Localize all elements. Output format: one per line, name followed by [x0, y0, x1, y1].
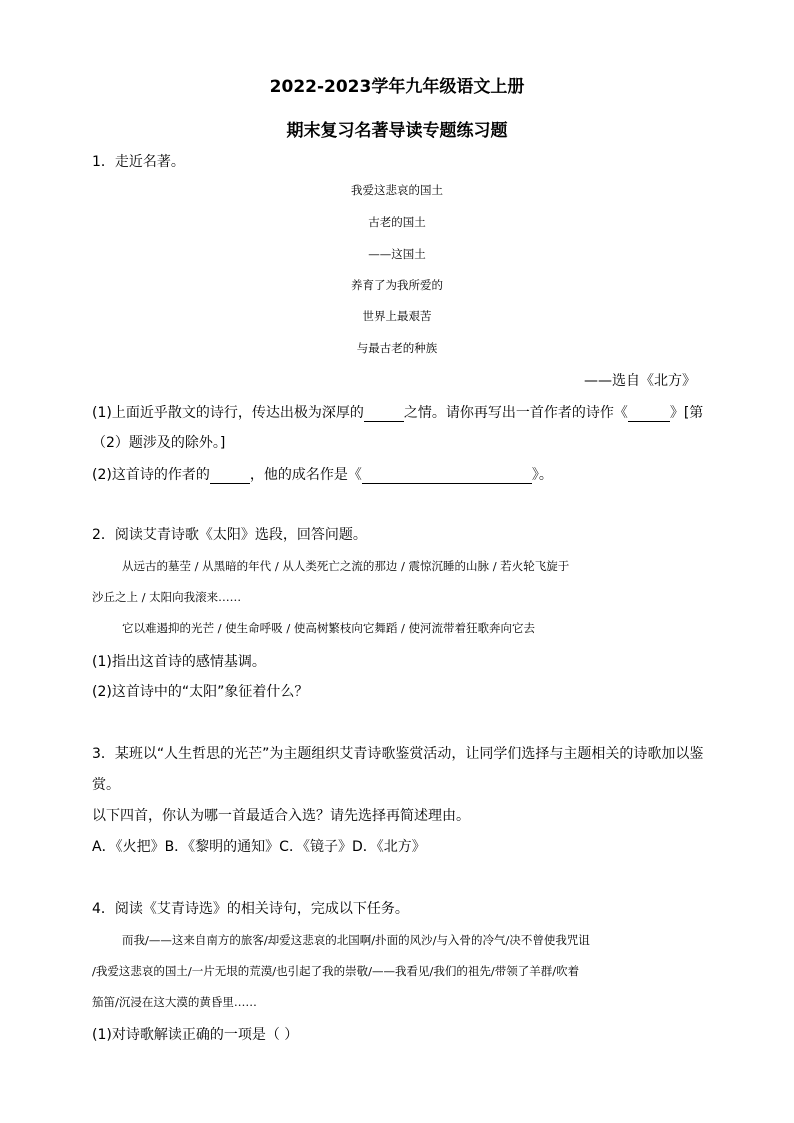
q2-heading: 2．阅读艾青诗歌《太阳》选段，回答问题。 — [92, 527, 367, 543]
q1-part2-text-a: (2)这首诗的作者的 — [92, 467, 210, 483]
q1-heading: 1．走近名著。 — [92, 154, 185, 170]
q2-poem-line: 它以难遏抑的光芒 / 使生命呼吸 / 使高树繁枝向它舞蹈 / 使河流带着狂歌奔向它去 — [122, 621, 536, 635]
q4-poem-line: 笳笛/沉浸在这大漠的黄昏里…… — [92, 995, 257, 1009]
q2-poem-line: 从远古的墓茔 / 从黑暗的年代 / 从人类死亡之流的那边 / 震惊沉睡的山脉 / 若火轮飞旋于 — [122, 559, 570, 573]
q2-part1: (1)指出这首诗的感情基调。 — [92, 654, 266, 670]
q1-blank-poem[interactable] — [628, 407, 670, 422]
q1-part1-text-b: 之情。请你再写出一首作者的诗作《 — [403, 405, 628, 421]
q1-part2-text-b: ，他的成名作是《 — [249, 467, 362, 483]
q1-part2 — [92, 464, 553, 484]
q4-poem-line: 而我/——这来自南方的旅客/却爱这悲哀的北国啊/扑面的风沙/与入骨的冷气/决不曾使我咒诅 — [122, 933, 590, 947]
q2-poem-line: 沙丘之上 / 太阳向我滚来…… — [92, 590, 242, 604]
q1-poem-source: ——选自《北方》 — [584, 373, 696, 389]
q3-options: A．《火把》B．《黎明的通知》C．《镜子》D．《北方》 — [92, 839, 426, 855]
q1-poem-line: 养育了为我所爱的 — [351, 278, 443, 292]
q3-heading: 3．某班以“人生哲思的光芒”为主题组织艾青诗歌鉴赏活动，让同学们选择与主题相关的诗歌加以鉴 — [92, 746, 704, 762]
q3-heading-cont: 赏。 — [92, 777, 120, 793]
q4-part1: (1)对诗歌解读正确的一项是（ ） — [92, 1027, 299, 1043]
q4-heading: 4．阅读《艾青诗选》的相关诗句，完成以下任务。 — [92, 901, 409, 917]
q1-poem-line: 古老的国土 — [368, 215, 426, 229]
q2-part2: (2)这首诗中的“太阳”象征着什么？ — [92, 684, 309, 700]
document-title: 2022-2023学年九年级语文上册 — [269, 77, 525, 97]
q4-poem-line: /我爱这悲哀的国土/一片无垠的荒漠/也引起了我的崇敬/——我看见/我们的祖先/带领了羊群/吹着 — [92, 964, 580, 978]
q3-prompt: 以下四首，你认为哪一首最适合入选？请先选择再简述理由。 — [92, 808, 470, 824]
q1-blank-masterpiece[interactable] — [362, 469, 532, 484]
q1-part2-text-c: 》。 — [531, 467, 553, 483]
q1-part1 — [92, 402, 703, 422]
q1-poem-line: 与最古老的种族 — [356, 341, 438, 355]
q1-poem-line: 世界上最艰苦 — [362, 309, 432, 323]
q1-poem-line: 我爱这悲哀的国土 — [351, 183, 443, 197]
document-subtitle: 期末复习名著导读专题练习题 — [286, 121, 508, 141]
q1-part1-text-a: (1)上面近乎散文的诗行，传达出极为深厚的 — [92, 405, 364, 421]
q1-poem-line: ——这国土 — [368, 247, 426, 261]
q1-blank-author[interactable] — [210, 469, 250, 484]
q1-part1-text-c: 》[第 — [669, 405, 704, 421]
q1-blank-emotion[interactable] — [364, 407, 404, 422]
q1-part1-note: （2）题涉及的除外。] — [92, 435, 226, 451]
